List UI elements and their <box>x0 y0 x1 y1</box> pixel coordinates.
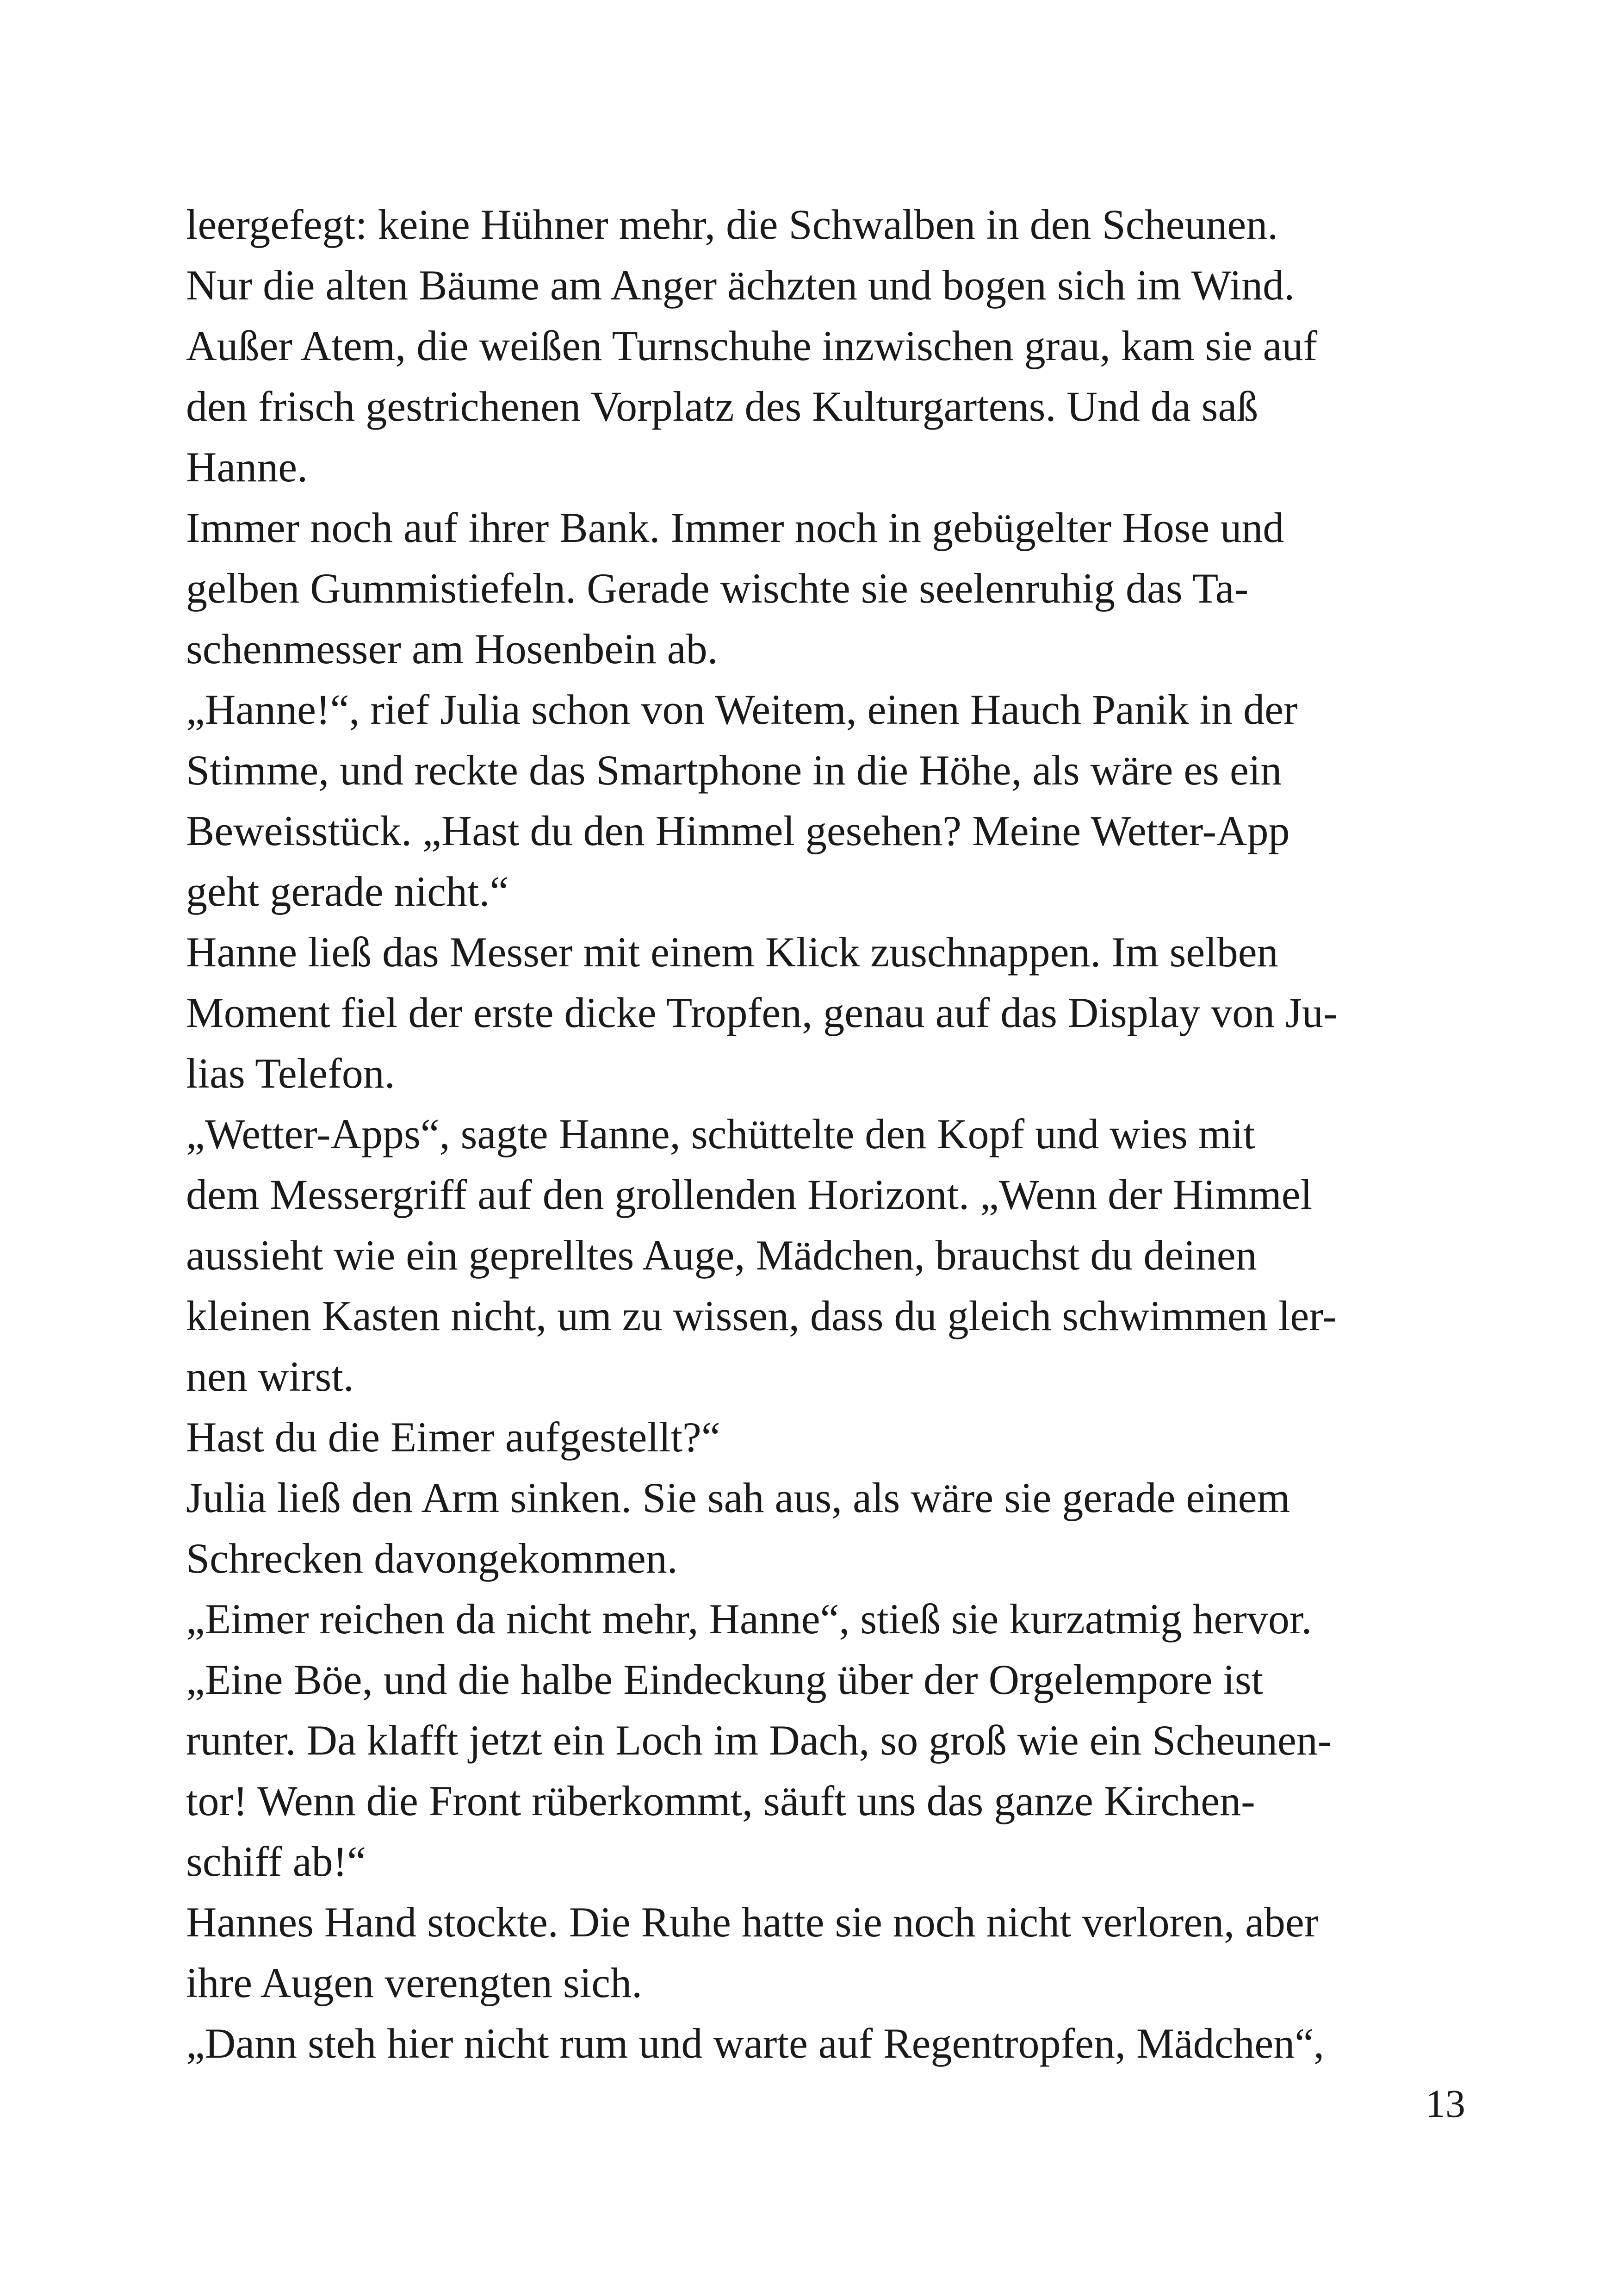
text-line: ihre Augen verengten sich. <box>186 1959 643 2006</box>
text-line: Immer noch auf ihrer Bank. Immer noch in gebügelter Hose und <box>186 504 1284 551</box>
text-line: „Hanne!“, rief Julia schon von Weitem, einen Hauch Panik in der <box>186 686 1298 733</box>
text-line: schiff ab!“ <box>186 1838 366 1885</box>
text-line: Hanne ließ das Messer mit einem Klick zuschnappen. Im selben <box>186 928 1278 976</box>
text-line: Außer Atem, die weißen Turnschuhe inzwischen grau, kam sie auf <box>186 322 1318 369</box>
text-line: nen wirst. <box>186 1353 354 1400</box>
text-line: dem Messergriff auf den grollenden Horizont. „Wenn der Himmel <box>186 1171 1313 1218</box>
text-line: tor! Wenn die Front rüberkommt, säuft uns das ganze Kirchen- <box>186 1777 1255 1824</box>
text-line: „Eine Böe, und die halbe Eindeckung über der Orgelempore ist <box>186 1656 1264 1703</box>
text-line: Hast du die Eimer aufgestellt?“ <box>186 1413 720 1461</box>
text-line: Hanne. <box>186 443 308 491</box>
text-line: „Eimer reichen da nicht mehr, Hanne“, stieß sie kurzatmig hervor. <box>186 1595 1312 1643</box>
text-line: gelben Gummistiefeln. Gerade wischte sie seelenruhig das Ta- <box>186 565 1249 612</box>
text-line: Nur die alten Bäume am Anger ächzten und bogen sich im Wind. <box>186 261 1295 309</box>
text-line: schenmesser am Hosenbein ab. <box>186 625 718 672</box>
text-line: Stimme, und reckte das Smartphone in die Höhe, als wäre es ein <box>186 747 1282 794</box>
body-text <box>186 194 1482 2074</box>
page-number: 13 <box>1426 2081 1465 2126</box>
text-line: Schrecken davongekommen. <box>186 1535 678 1582</box>
text-line: Hannes Hand stockte. Die Ruhe hatte sie noch nicht verloren, aber <box>186 1898 1319 1946</box>
text-line: Beweisstück. „Hast du den Himmel gesehen? Meine Wetter-App <box>186 807 1290 854</box>
text-line: Julia ließ den Arm sinken. Sie sah aus, als wäre sie gerade einem <box>186 1474 1290 1521</box>
text-line: lias Telefon. <box>186 1050 395 1097</box>
text-line: Moment fiel der erste dicke Tropfen, genau auf das Display von Ju- <box>186 989 1338 1036</box>
text-line: aussieht wie ein geprelltes Auge, Mädchen, brauchst du deinen <box>186 1232 1257 1279</box>
text-line: geht gerade nicht.“ <box>186 868 509 915</box>
text-line: leergefegt: keine Hühner mehr, die Schwalben in den Scheunen. <box>186 201 1278 248</box>
text-line: „Wetter-Apps“, sagte Hanne, schüttelte den Kopf und wies mit <box>186 1110 1255 1157</box>
text-line: kleinen Kasten nicht, um zu wissen, dass du gleich schwimmen ler- <box>186 1292 1337 1339</box>
text-line: runter. Da klafft jetzt ein Loch im Dach, so groß wie ein Scheunen- <box>186 1717 1332 1764</box>
text-line: den frisch gestrichenen Vorplatz des Kulturgartens. Und da saß <box>186 383 1258 430</box>
text-line: „Dann steh hier nicht rum und warte auf Regentropfen, Mädchen“, <box>186 2020 1325 2067</box>
